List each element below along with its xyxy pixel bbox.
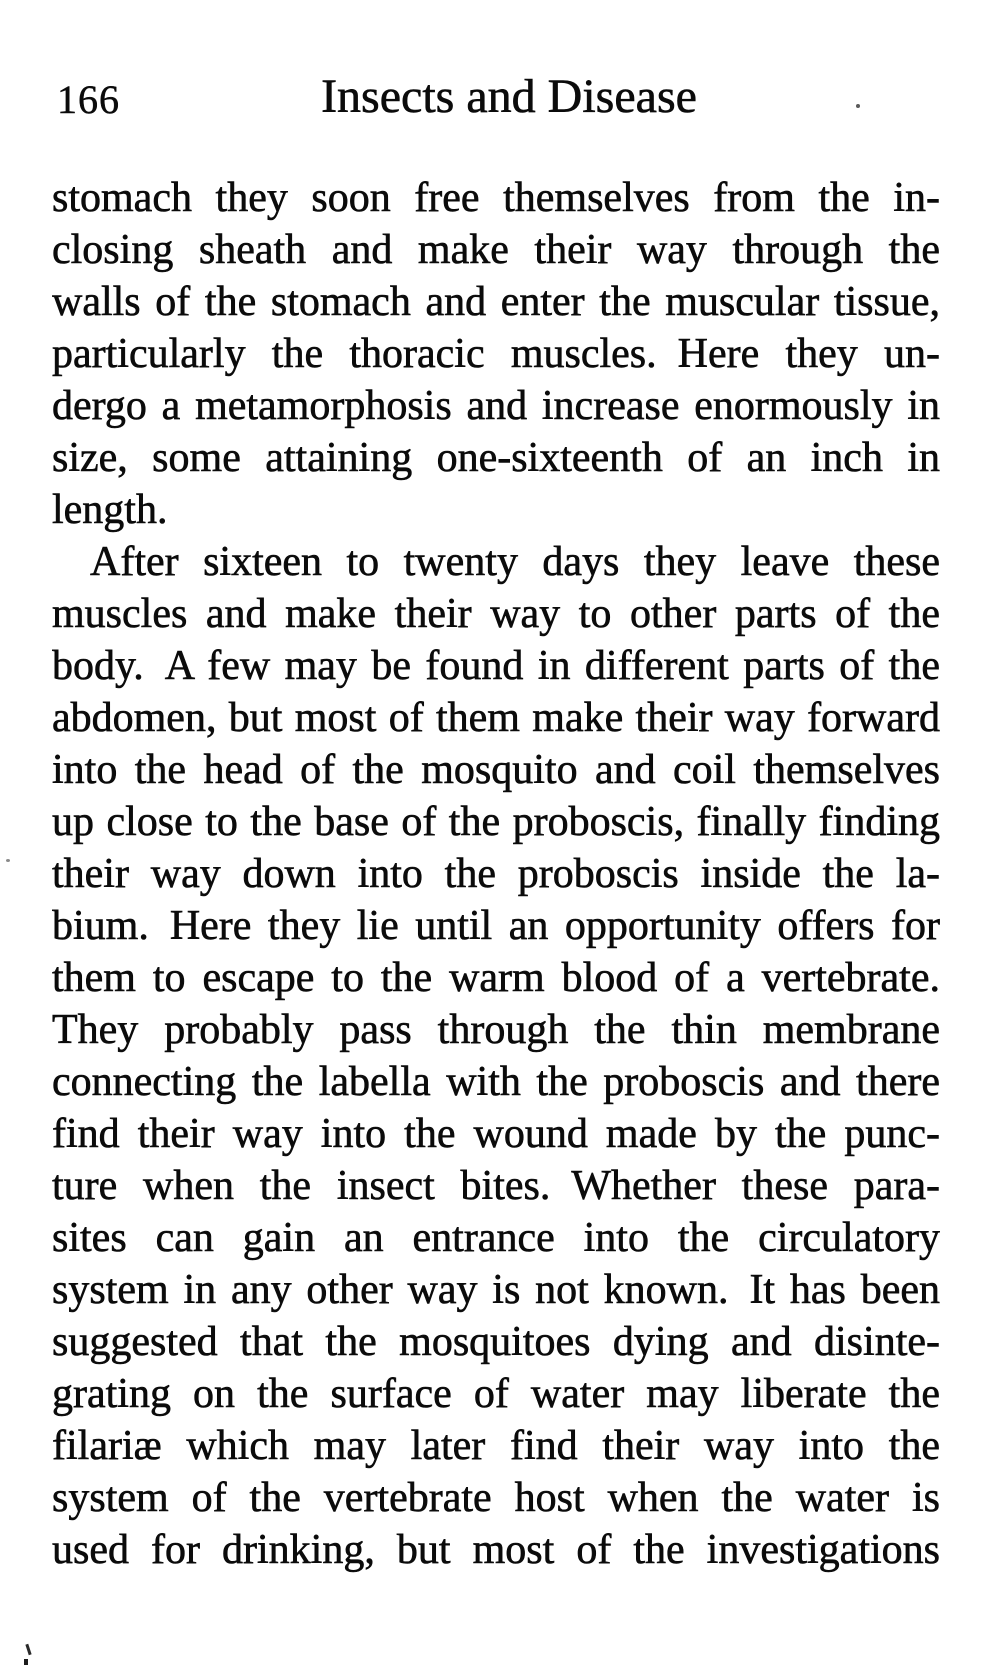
- running-head: [0, 0, 1000, 140]
- page-number: 166: [57, 77, 120, 122]
- text-line: suggested that the mosquitoes dying and disinte-: [52, 1319, 940, 1365]
- text-line: dergo a metamorphosis and increase enormously in: [52, 383, 940, 429]
- text-line: find their way into the wound made by the punc-: [52, 1111, 940, 1157]
- text-line: muscles and make their way to other parts of the: [52, 591, 940, 637]
- text-line: filariæ which may later find their way into the: [52, 1423, 940, 1469]
- text-line: particularly the thoracic muscles. Here they un-: [52, 331, 940, 377]
- text-line: into the head of the mosquito and coil themselves: [52, 747, 940, 793]
- text-line: closing sheath and make their way through the: [52, 227, 940, 273]
- ink-speck-left-margin: [6, 859, 10, 862]
- ink-speck-bottom-left: [22, 1644, 34, 1670]
- text-line: their way down into the proboscis inside the la-: [52, 851, 940, 897]
- body-text: [52, 172, 940, 1576]
- text-line: They probably pass through the thin membrane: [52, 1007, 940, 1053]
- text-line: walls of the stomach and enter the muscular tissue,: [52, 279, 940, 325]
- text-line: abdomen, but most of them make their way forward: [52, 695, 940, 741]
- page-title: Insects and Disease: [321, 70, 697, 123]
- text-line: connecting the labella with the proboscis and there: [52, 1059, 940, 1105]
- text-line: bium. Here they lie until an opportunity offers for: [52, 903, 940, 949]
- text-line: system in any other way is not known. It has been: [52, 1267, 940, 1313]
- text-line: sites can gain an entrance into the circulatory: [52, 1215, 940, 1261]
- ink-speck-header: [856, 104, 860, 108]
- text-line: size, some attaining one-sixteenth of an inch in: [52, 435, 940, 481]
- text-line: ture when the insect bites. Whether these para-: [52, 1163, 940, 1209]
- text-line: them to escape to the warm blood of a vertebrate.: [52, 955, 940, 1001]
- text-line: system of the vertebrate host when the water is: [52, 1475, 940, 1521]
- text-line: grating on the surface of water may liberate the: [52, 1371, 940, 1417]
- text-line: used for drinking, but most of the investigations: [52, 1527, 940, 1573]
- text-line: body. A few may be found in different parts of the: [52, 643, 940, 689]
- text-line: up close to the base of the proboscis, finally finding: [52, 799, 940, 845]
- text-line: stomach they soon free themselves from the in-: [52, 175, 940, 221]
- text-line: length.: [52, 487, 168, 533]
- text-line: After sixteen to twenty days they leave these: [90, 539, 940, 585]
